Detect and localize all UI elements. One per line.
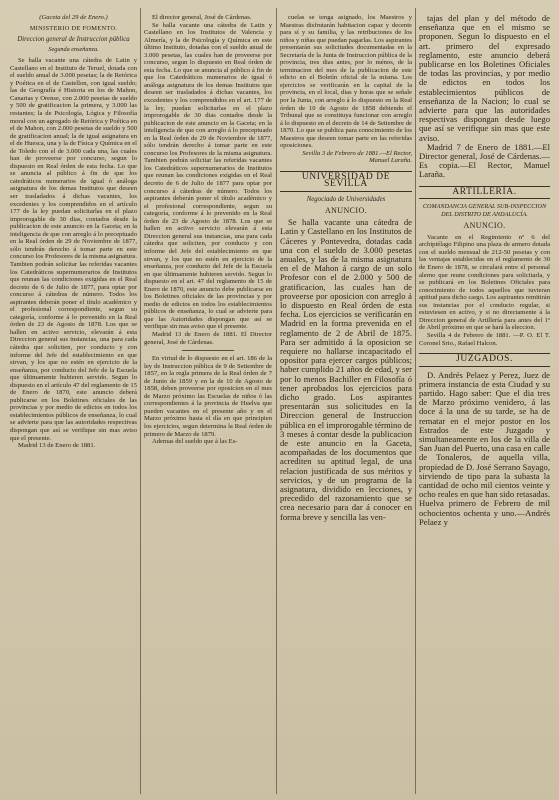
notice-date: Sevilla 4 de Febrero de 1881. —P. O. El T. Coronel Srio., Rafael Halcon. [419, 331, 550, 347]
column-rule [140, 8, 141, 794]
column-4 [419, 14, 550, 792]
anuncio-heading: ANUNCIO. [324, 205, 368, 215]
anuncio-heading: ANUNCIO. [463, 221, 506, 231]
notice-body: Se halla vacante una cátedra de Latin y Castellano en el Instituto de Teruel, dotada con el sueldo anual de 3.000 pesetas; la de Retórica y Poética en el de Castellon, con igual sueldo; las de Geografía é Historia en los de Mahon, Canarias y Orense, con 2.000 pesetas de sueldo y 500 de gratificacion la primera, y 3.000 las restantes; la de Psicología, Lógica y Filosofía moral con un agregado de Retórica y Poética en el de Mahon, con 2.000 pesetas de sueldo y 500 de gratificacion anual; la de igual asignatura en el de Huesca, una y la de Física y Química en el de Toledo con el de 3.000 cada una, las cuales han de proveerse por concurso, segun lo dispuesto en Real órden de esta fecha. Lo que se anuncia al público á fin de que los catedráticos numerarios de igual ó análoga asignatura de los demas Institutos que deseen ser trasladados á dichas vacantes, los excedentes y los comprendidos en el artículo 177 de la ley puedan solicitarlas en el plazo improrogable de 30 dias, contados desde la publicacion de este anuncio en la Gaceta; en la inteligencia de que con arreglo á lo preceptuado en la Real órden de 29 de Noviembre de 1877, sólo tendrán derecho á tomar parte en este concurso los Profesores de la misma asignatura. Tambien podrán solicitar las referidas vacantes los Catedráticos supernumerarios de Institutos que reunan las condiciones exigidas en el Real decreto de 6 de Julio de 1877, para optar por concurso á cátedras de número. Todos los aspirantes deberán poner el título académico y el profesional correspondiente, segun su categoría, conforme á lo prevenido en la Real órden de 23 de Agosto de 1878. Los que se hallen en activo servicio, elevarán á esta Direccion general sus instancias, una para cada cátedra que soliciten, por conducto y con informe del Jefe del establecimiento en que sirvan, y los que no estén en ejercicio de la enseñanza, por conducto del Jefe de la Escuela que últimamente hubieren servido. Segun lo dispuesto en el artículo 47 del reglamento de 15 de Enero de 1870, este anuncio deberá publicarse en los Boletines oficiales de las provincias y por medio de edictos en todos los establecimientos públicos de enseñanza, lo cual se advierte para que las autoridades respectivas dispongan que así se verifique sin mas aviso que el presente. [10, 57, 137, 442]
notice-continuation: tajas del plan y del método de enseñanza que en el mismo se proponen. Segun lo dispuesto en el art. primero del expresado reglamento, este anuncio deberá publicarse en los Boletines Oficiales de todas las provincias, y por medio de edictos en todos los establecimientos públicos de enseñanza de la Nacion; lo cual se advierte para que las autoridades respectivas dispongan desde luego que así se verifique sin mas que este aviso. [419, 14, 550, 143]
notice-body-large: Se halla vacante una cátedra de Latin y Castellano en los Institutos de Cáceres y Pontevedra, dotadas cada una con el sueldo de 3.000 pesetas anuales, y las de la misma asignatura en el de Mahon á cargo de un solo Profesor con el de 2.000 y 500 de gratificacion, las cuales han de proveerse por oposicion con arreglo á lo dispuesto en Real órden de esta fecha. Los ejercicios se verificarán en Madrid en la forma prevenida en el reglamento de 2 de Abril de 1875. Para ser admitido á la oposicion se requiere no hallarse incapacitado el opositor para ejercer cargos públicos; haber cumplido 21 años de edad, y ser por lo menos Bachiller en Filosofía ó tener aprobados los ejercicios para dicho grado. Los aspirantes presentarán sus solicitudes en la Direccion general de Instruccion pública en el improrogable término de 3 meses á contar desde la publicacion de este anuncio en la Gaceta, acompañadas de los documentos que acrediten su aptitud legal, de una relacion justificada de sus méritos y servicios, y de un programa de la asignatura, dividido en lecciones, y precedido del razonamiento que se crea necesario para dar á conocer en forma breve y sencilla las ven- [280, 217, 412, 522]
notice-date: Madrid 7 de Enero de 1881.—El Director general, José de Cárdenas.—Es copia.—El Rector, Manuel Laraña. [419, 141, 550, 180]
notice-body: Vacante en el Regimiento nº 6 del archipiélago Filipino una plaza de armero dotada con el sueldo mensual de 212-50 pesetas y con las ventajas establecidas en el reglamento de 30 de Enero de 1878, se circulará entre el personal alerno que reune condiciones para solicitarla, y se publicará en los Boletines Oficiales para conocimiento de todos aquellos que tuvieran aptitud para dicho cargo. Los aspirantes remitirán sus instancias por el conducto regular, si estuviesen en activo, y si no directamente á la Direccion general de Artillería para antes del 1º de Abril próximo en que se hará la eleccion. [419, 233, 550, 332]
comandancia-heading: COMANDANCIA GENERAL SUB-INSPECCION DEL DISTRITO DE ANDALUCÍA. [422, 203, 547, 218]
notice-body-schools: En virtud de lo dispuesto en el art. 186 de la ley de Instruccion pública de 9 de Setiembre de 1857, en la regla primera de la Real órden de 7 de Junio de 1859 y en la de 10 de Agosto de 1858, deben proveerse por oposicion en el mes de Marzo próximo las Escuelas de niños ó las correspondientes á la provincia de Huelva que pueden vacantes en el presente año y en el Marzo próximo hasta el día en que principien los ejercicios, segun determina la Real órden de primero de Marzo de 1879. [144, 355, 272, 438]
separator-line [182, 350, 233, 351]
column-2 [144, 14, 272, 792]
artilleria-heading: ARTILLERÍA. [419, 186, 550, 200]
gazette-reference: (Gaceta del 29 de Enero.) [39, 14, 108, 21]
column-3 [280, 14, 412, 792]
notice-date: Madrid 13 de Enero de 1881. El Director general, José de Cárdenas. [144, 330, 272, 346]
section-heading: Segunda enseñanza. [48, 45, 99, 53]
ministry-heading: MINISTERIO DE FOMENTO. [29, 24, 118, 32]
direction-heading: Direccion general de Instruccion pública [17, 36, 130, 44]
notice-continuation: Ademas del sueldo que á las Es- [152, 438, 238, 446]
notice-body: cuelas se tenga asignado, los Maestros y Maestras disfrutarán habitacion capaz y decente para sí y su familia, y las retribuciones de los niños y niñas que puedan pagarlas. Los aspirantes presentarán sus solicitudes documentadas en la Secretaría de la Junta de Instruccion pública de la provincia, tres dias antes, por lo ménos, de la terminacion del mes de la publicacion de este edicto en el Boletín oficial de la misma. Los ejercicios se verificarán en la capital de la provincia, en el local, dias y horas que se señale por la Junta, con arreglo á lo dispuesto en la Real órden de 10 de Agosto de 1858 debiendo el Tribunal que se constituya funcionar con arreglo á lo dispuesto en el decreto de 14 de Setiembre de 1870. Lo que se publica para conocimiento de los Maestros que deseen tomar parte en las referidas oposiciones. [280, 14, 412, 150]
column-rule [276, 8, 277, 794]
university-heading: UNIVERSIDAD DE SEVILLA [280, 171, 412, 192]
column-rule [415, 8, 416, 794]
notice-date: Sevilla 3 de Febrero de 1881.—El Rector, Manuel Laraña. [302, 149, 412, 165]
column-1 [10, 14, 137, 792]
notice-date: Madrid 13 de Enero de 1881. [18, 442, 96, 450]
juzgados-heading: JUZGADOS. [419, 353, 550, 367]
notice-body-large: D. Andrés Pelaez y Perez, Juez de primera instancia de esta Ciudad y su partido. Hago saber: Que el dia tres de Marzo próximo venidero, á las doce á la una de su tarde, se ha de rematar en el mejor postor en los Estrados de este Juzgado y simultaneamente en los de la villa de San Juan del Puerto, una casa en calle de Tonaleros, de aquella villa, propiedad de D. José Serrano Sayago, sirviendo de tipo para la subasta la cantidad de ocho mil cientos veinte y ocho reales en que han sido retasadas. Huelva primero de Febrero de mil ochocientos ochenta y uno.—Andrés Pelaez y [419, 369, 550, 527]
notice-body: Se halla vacante una cátedra de Latin y Castellano en los Institutos de Valencia y Almería, y la de Psicología y Química en este último Instituto, dotadas con el sueldo anual de 3.000 pesetas, las cuales han de proveerse por concurso, segun lo dispuesto en Real órden de esta fecha. Lo que se anuncia al público á fin de que los Catedráticos numerarios de igual ó análoga asignatura de los demas Institutos que deseen ser trasladados á dichas vacantes, los excedentes y los comprendidos en el art. 177 de la ley, puedan solicitarlas en el plazo improrogable de 30 dias contados desde la publicacion de este anuncio en la Gaceta; en la inteligencia de que con arreglo á lo preceptuado en la Real órden de 29 de Noviembre de 1877, sólo tendrán derecho á tomar parte en este concurso los Profesores de la misma asignatura. Tambien podrán solicitar las referidas vacantes los Catedráticos supernumerarios de Institutos que reunan las condiciones exigidas en el Real decreto de 6 de Julio de 1877 para optar por concurso á cátedras de número. Todos los aspirantes deberán poner el título académico y el profesional correspondiente, segun su categoría, conforme á lo prevenido en la Real órden de 23 de Agosto de 1878. Los que se hallen en activo servicio elevarán á esta Direccion general sus instancias, una para cada cátedra que soliciten, por conducto y con informe del Jefe del establecimiento en que sirvan, y los que no estén en ejercicio de la enseñanza, por conducto del Jefe de la Escuela en que últimamente hubieren servido. Segun lo dispuesto en el art. 47 del reglamento de 15 de Enero de 1870, este anuncio debe publicarse en los Boletines oficiales de las provincias y por medio de edictos en todos los establecimientos públicos de enseñanza, lo cual se advierte para que las Autoridades dispongan que así se verifique sin mas aviso que el presente. [144, 21, 272, 331]
signature-line: El director general, José de Cárdenas. [152, 14, 252, 21]
negociado-heading: Negociado de Universidades [306, 196, 386, 204]
